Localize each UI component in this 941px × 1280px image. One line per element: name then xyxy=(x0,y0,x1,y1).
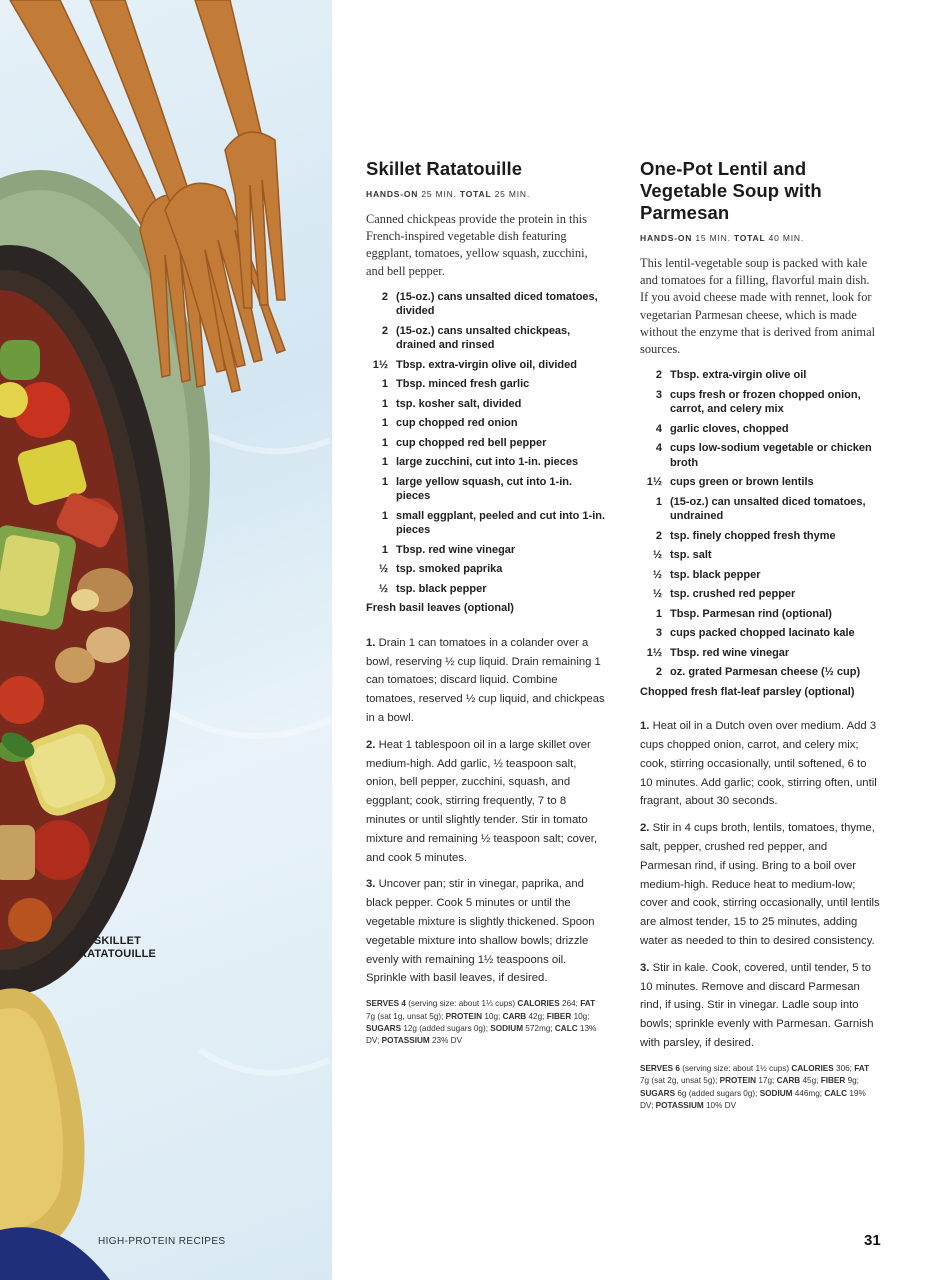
ingredient-qty: 1 xyxy=(655,495,662,508)
recipe-time xyxy=(366,189,606,199)
ingredient-item xyxy=(366,416,606,431)
sodium-value: 446mg; xyxy=(794,1088,823,1098)
potassium-value: 23% DV xyxy=(432,1036,463,1046)
ingredient-item xyxy=(640,388,880,417)
ingredient-qty: ½ xyxy=(652,568,662,581)
ingredient-item xyxy=(366,475,606,504)
recipe-intro: This lentil-vegetable soup is packed with kale and tomatoes for a filling, flavorful main dish. If you avoid cheese made with rennet, look for vegetarian Parmesan cheese, which is made without the enzyme that is derived from animal sources. xyxy=(640,256,876,357)
ingredient-qty: 1 xyxy=(381,543,388,556)
ingredient-text: tsp. crushed red pepper xyxy=(670,588,796,601)
ingredient-qty: 3 xyxy=(655,627,662,640)
ingredient-qty: 1 xyxy=(381,509,388,522)
serving-size: (serving size: about 1½ cups) xyxy=(682,1063,790,1073)
step-number: 2. xyxy=(640,822,650,835)
fiber-label: FIBER xyxy=(546,1011,572,1021)
ingredient-qty: 1 xyxy=(381,417,388,430)
ingredient-text: (15-oz.) cans unsalted diced tomatoes, divided xyxy=(396,290,598,318)
ingredient-text: tsp. salt xyxy=(670,549,712,562)
ingredient-text: tsp. smoked paprika xyxy=(396,563,503,576)
recipe-step xyxy=(640,819,880,951)
ingredient-item xyxy=(366,436,606,451)
ingredient-item xyxy=(366,582,606,597)
ingredient-item xyxy=(640,495,880,524)
nutrition-info xyxy=(366,998,606,1048)
recipe-steps xyxy=(640,717,880,1053)
potassium-label: POTASSIUM xyxy=(655,1100,704,1110)
carb-label: CARB xyxy=(776,1076,801,1086)
step-number: 1. xyxy=(640,720,650,733)
ingredient-item xyxy=(366,397,606,412)
ingredient-text: tsp. kosher salt, divided xyxy=(396,397,522,410)
serves-label: SERVES 4 xyxy=(366,999,406,1009)
ingredient-qty: ½ xyxy=(378,563,388,576)
ingredient-extra: Chopped fresh flat-leaf parsley (optional) xyxy=(640,685,855,698)
fat-label: FAT xyxy=(854,1063,870,1073)
ingredient-text: (15-oz.) can unsalted diced tomatoes, undrained xyxy=(670,495,866,523)
ingredient-extra: Fresh basil leaves (optional) xyxy=(366,602,514,615)
ingredient-item xyxy=(640,568,880,583)
ingredient-qty: ½ xyxy=(652,549,662,562)
ingredient-item xyxy=(640,422,880,437)
sodium-label: SODIUM xyxy=(490,1023,524,1033)
ingredient-text: (15-oz.) cans unsalted chickpeas, drained and rinsed xyxy=(396,324,571,352)
ingredient-qty: 2 xyxy=(655,529,662,542)
sodium-label: SODIUM xyxy=(759,1088,793,1098)
ingredient-text: cups fresh or frozen chopped onion, carrot, and celery mix xyxy=(670,388,861,416)
photo-caption-line2: RATATOUILLE xyxy=(78,948,157,960)
recipe-title: Skillet Ratatouille xyxy=(366,158,523,179)
total-value: 25 MIN. xyxy=(494,189,530,199)
recipe-step xyxy=(366,875,606,988)
recipe-time xyxy=(640,233,880,243)
ingredient-text: large zucchini, cut into 1-in. pieces xyxy=(396,456,579,469)
ingredient-item xyxy=(366,562,606,577)
carb-value: 42g; xyxy=(528,1011,545,1021)
sugars-label: SUGARS xyxy=(366,1023,402,1033)
step-number: 2. xyxy=(366,738,376,751)
total-label: TOTAL xyxy=(459,189,492,199)
recipe-intro: Canned chickpeas provide the protein in this French-inspired vegetable dish featuring eggplant, tomatoes, yellow squash, zucchini, and bell pepper. xyxy=(366,212,588,278)
ingredient-qty: ½ xyxy=(378,582,388,595)
ingredient-qty: 4 xyxy=(655,442,662,455)
sugars-value: 6g (added sugars 0g); xyxy=(677,1088,758,1098)
ingredient-item xyxy=(640,626,880,641)
serving-size: (serving size: about 1⅓ cups) xyxy=(408,999,516,1009)
section-footer: HIGH-PROTEIN RECIPES xyxy=(98,1236,226,1247)
step-text: Stir in kale. Cook, covered, until tender, 5 to 10 minutes. Remove and discard Parmesan rind, if using. Stir in vinegar. Ladle soup into bowls; sprinkle evenly with Parmesan. Garnish with parsley, if desired. xyxy=(640,961,874,1049)
ingredient-item xyxy=(640,529,880,544)
ingredient-qty: 1 xyxy=(381,397,388,410)
ingredient-text: Tbsp. extra-virgin olive oil, divided xyxy=(396,358,577,371)
ingredient-qty: 1 xyxy=(381,378,388,391)
ratatouille-photo-illustration xyxy=(0,0,332,1280)
ingredient-text: tsp. black pepper xyxy=(396,582,487,595)
ingredient-qty: 4 xyxy=(655,422,662,435)
ingredient-qty: 2 xyxy=(655,369,662,382)
ingredient-qty: 1½ xyxy=(372,358,388,371)
nutrition-info xyxy=(640,1063,880,1113)
ingredient-item xyxy=(366,509,606,538)
fiber-value: 10g; xyxy=(573,1011,590,1021)
food-photo xyxy=(0,0,332,1280)
calories-label: CALORIES xyxy=(517,999,560,1009)
ingredient-text: tsp. finely chopped fresh thyme xyxy=(670,529,836,542)
fiber-value: 9g; xyxy=(847,1076,859,1086)
ingredient-item xyxy=(366,290,606,319)
recipe-step xyxy=(366,736,606,868)
calc-label: CALC xyxy=(554,1023,578,1033)
ingredient-item xyxy=(640,587,880,602)
carb-value: 45g; xyxy=(802,1076,819,1086)
calories-value: 306; xyxy=(836,1063,852,1073)
ingredient-qty: 1½ xyxy=(646,646,662,659)
calc-label: CALC xyxy=(824,1088,848,1098)
ingredient-item xyxy=(366,377,606,392)
potassium-label: POTASSIUM xyxy=(381,1036,430,1046)
step-number: 1. xyxy=(366,636,376,649)
ingredient-item xyxy=(366,324,606,353)
sodium-value: 572mg; xyxy=(525,1023,553,1033)
ingredient-text: Tbsp. minced fresh garlic xyxy=(396,378,530,391)
ingredient-item xyxy=(640,548,880,563)
ingredient-qty: 2 xyxy=(655,666,662,679)
ingredient-text: cup chopped red bell pepper xyxy=(396,436,547,449)
step-number: 3. xyxy=(366,878,376,891)
protein-value: 10g; xyxy=(484,1011,501,1021)
ingredient-text: Tbsp. red wine vinegar xyxy=(396,543,516,556)
ingredient-item xyxy=(640,646,880,661)
calc-value: 19% DV; xyxy=(640,1088,866,1110)
ingredient-item xyxy=(640,607,880,622)
ingredient-text: cups low-sodium vegetable or chicken broth xyxy=(670,442,872,469)
step-text: Uncover pan; stir in vinegar, paprika, and black pepper. Cook 5 minutes or until the vegetable mixture is slightly thickened. Spoon vegetable mixture into shallow bowls; drizzle evenly with remaining 1½ teaspoons oil. Sprinkle with basil leaves, if desired. xyxy=(366,878,595,985)
serves-label: SERVES 6 xyxy=(640,1063,680,1073)
step-text: Heat 1 tablespoon oil in a large skillet over medium-high. Add garlic, ½ teaspoon salt, onion, bell pepper, zucchini, squash, and eggplant; cook, stirring frequently, 7 to 8 minutes or until slightly tender. Stir in tomato mixture and remaining ½ teaspoon salt; cover, and cook 5 minutes. xyxy=(366,738,598,864)
calories-value: 264; xyxy=(562,999,578,1009)
ingredient-list xyxy=(366,290,606,597)
recipe-steps xyxy=(366,634,606,988)
fiber-label: FIBER xyxy=(820,1076,846,1086)
ingredient-qty: 2 xyxy=(381,290,388,303)
hands-on-label: HANDS-ON xyxy=(640,233,693,243)
ingredient-text: large yellow squash, cut into 1-in. pieces xyxy=(396,475,573,503)
ingredient-text: cups green or brown lentils xyxy=(670,476,814,489)
ingredient-text: Tbsp. red wine vinegar xyxy=(670,646,790,659)
potassium-value: 10% DV xyxy=(706,1100,737,1110)
page-number: 31 xyxy=(864,1232,881,1249)
step-number: 3. xyxy=(640,961,650,974)
photo-caption xyxy=(70,935,165,961)
recipe-step xyxy=(640,717,880,811)
ingredient-text: Tbsp. Parmesan rind (optional) xyxy=(670,607,832,620)
recipe-step xyxy=(640,959,880,1053)
recipe-step xyxy=(366,634,606,728)
hands-on-value: 15 MIN. xyxy=(695,233,731,243)
ingredient-text: tsp. black pepper xyxy=(670,568,761,581)
ingredient-qty: 3 xyxy=(655,388,662,401)
sugars-label: SUGARS xyxy=(640,1088,676,1098)
step-text: Heat oil in a Dutch oven over medium. Add 3 cups chopped onion, carrot, and celery mix; cook, stirring occasionally, until softened, 6 to 10 minutes. Add garlic; cook, stirring often, until fragrant, about 30 seconds. xyxy=(640,720,877,808)
ingredient-text: cup chopped red onion xyxy=(396,417,518,430)
fat-value: 7g (sat 1g, unsat 5g); xyxy=(366,1011,444,1021)
step-text: Drain 1 can tomatoes in a colander over a bowl, reserving ½ cup liquid. Drain remaining 1 can tomatoes; discard liquid. Combine tomatoes, reserved ½ cup liquid, and chickpeas in a bowl. xyxy=(366,636,605,724)
sugars-value: 12g (added sugars 0g); xyxy=(403,1023,488,1033)
ingredient-text: Tbsp. extra-virgin olive oil xyxy=(670,369,807,382)
recipe-lentil-vegetable-soup xyxy=(640,158,880,1121)
ingredient-list xyxy=(640,368,880,680)
hands-on-value: 25 MIN. xyxy=(421,189,457,199)
total-label: TOTAL xyxy=(733,233,766,243)
ingredient-qty: 2 xyxy=(381,324,388,337)
protein-value: 17g; xyxy=(758,1076,775,1086)
ingredient-text: cups packed chopped lacinato kale xyxy=(670,627,855,640)
ingredient-text: small eggplant, peeled and cut into 1-in. pieces xyxy=(396,509,606,537)
hands-on-label: HANDS-ON xyxy=(366,189,419,199)
recipe-skillet-ratatouille xyxy=(366,158,606,1056)
ingredient-text: garlic cloves, chopped xyxy=(670,422,789,435)
ingredient-text: oz. grated Parmesan cheese (½ cup) xyxy=(670,666,861,679)
ingredient-item xyxy=(640,475,880,490)
ingredient-qty: 1½ xyxy=(646,476,662,489)
ingredient-qty: 1 xyxy=(381,475,388,488)
fat-label: FAT xyxy=(580,999,596,1009)
step-text: Stir in 4 cups broth, lentils, tomatoes, thyme, salt, pepper, crushed red pepper, and Parmesan rind, if using. Bring to a boil over medium-high. Reduce heat to medium-low; cover and cook, stirring occasionally, until lentils are almost tender, 15 to 25 minutes, adding water as needed to thin to desired consistency. xyxy=(640,822,880,947)
calc-value: 13% DV; xyxy=(366,1023,597,1046)
ingredient-item xyxy=(366,543,606,558)
ingredient-qty: ½ xyxy=(652,588,662,601)
ingredient-item xyxy=(640,665,880,680)
ingredient-item xyxy=(640,441,880,470)
recipe-title: One-Pot Lentil and Vegetable Soup with Parmesan xyxy=(640,158,822,223)
protein-label: PROTEIN xyxy=(719,1076,757,1086)
ingredient-item xyxy=(366,455,606,470)
fat-value: 7g (sat 2g, unsat 5g); xyxy=(640,1076,718,1086)
photo-caption-line1: SKILLET xyxy=(93,935,142,947)
ingredient-qty: 1 xyxy=(655,607,662,620)
total-value: 40 MIN. xyxy=(768,233,804,243)
protein-label: PROTEIN xyxy=(445,1011,483,1021)
ingredient-item xyxy=(366,358,606,373)
ingredient-item xyxy=(640,368,880,383)
ingredient-qty: 1 xyxy=(381,436,388,449)
calories-label: CALORIES xyxy=(791,1063,834,1073)
ingredient-qty: 1 xyxy=(381,456,388,469)
carb-label: CARB xyxy=(502,1011,527,1021)
